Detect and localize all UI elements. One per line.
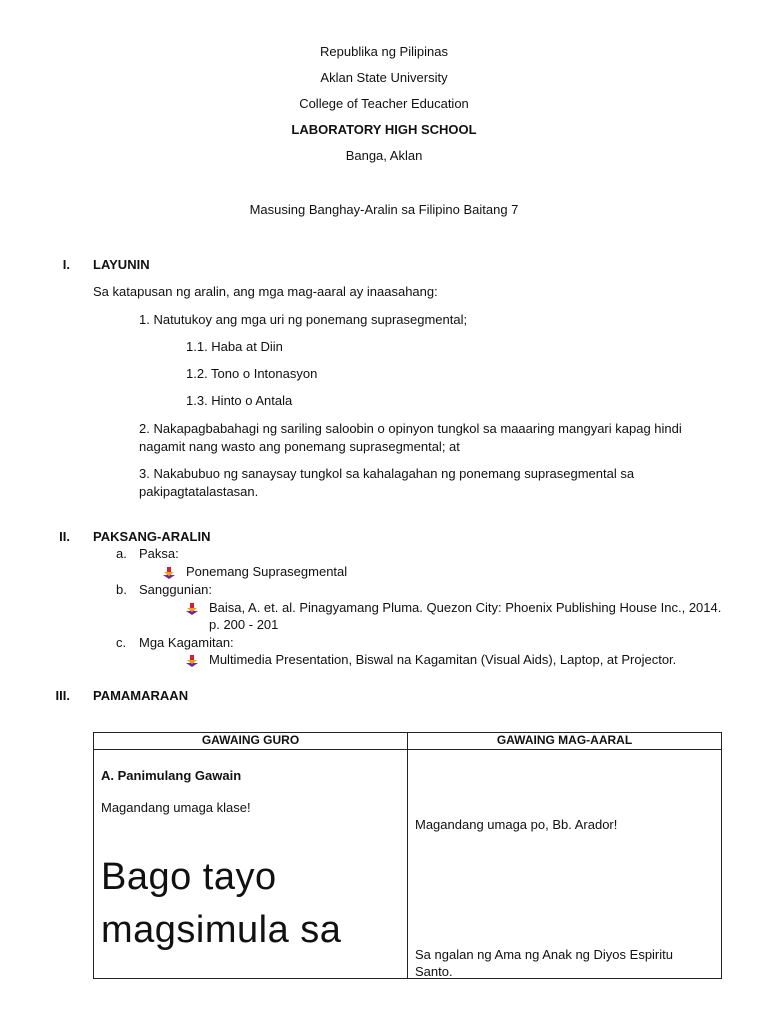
column-header-mag-aaral: GAWAING MAG-AARAL (408, 733, 722, 750)
objective-1-3: 1.3. Hinto o Antala (186, 393, 293, 408)
objectives-intro: Sa katapusan ng aralin, ang mga mag-aaral ay inaasahang: (93, 284, 438, 299)
guro-large-text-line-1: Bago tayo (101, 856, 277, 898)
objective-1: 1. Natutukoy ang mga uri ng ponemang suprasegmental; (139, 312, 468, 327)
document-title: Masusing Banghay-Aralin sa Filipino Baitang 7 (249, 202, 519, 217)
item-a-value: Ponemang Suprasegmental (186, 564, 348, 579)
objective-3-line-2: pakipagtatalastasan. (139, 484, 259, 499)
item-b-value-line-1: Baisa, A. et. al. Pinagyamang Pluma. Quezon City: Phoenix Publishing House Inc., 2014. (209, 600, 722, 615)
header-location: Banga, Aklan (345, 148, 423, 163)
mag-aaral-cell (408, 750, 722, 979)
column-header-guro: GAWAING GURO (94, 733, 408, 750)
section-2-number: II. (59, 529, 70, 544)
item-a-letter: a. (116, 546, 127, 561)
section-3-number: III. (55, 688, 70, 703)
guro-subheading: A. Panimulang Gawain (101, 768, 242, 783)
header-university: Aklan State University (320, 70, 448, 85)
arrow-bullet-icon (163, 567, 173, 577)
header-school: LABORATORY HIGH SCHOOL (291, 122, 477, 137)
item-c-label: Mga Kagamitan: (139, 635, 234, 650)
guro-cell (94, 750, 408, 979)
mag-aaral-greeting: Magandang umaga po, Bb. Arador! (415, 817, 618, 832)
mag-aaral-prayer-line-2: Santo. (415, 964, 453, 979)
objective-1-2: 1.2. Tono o Intonasyon (186, 366, 318, 381)
section-3-heading: PAMAMARAAN (93, 688, 189, 703)
arrow-bullet-icon (186, 655, 196, 665)
item-c-value: Multimedia Presentation, Biswal na Kagamitan (Visual Aids), Laptop, at Projector. (209, 652, 677, 667)
guro-greeting: Magandang umaga klase! (101, 800, 251, 815)
item-a-label: Paksa: (139, 546, 179, 561)
header-college: College of Teacher Education (299, 96, 469, 111)
header-country: Republika ng Pilipinas (320, 44, 448, 59)
objective-1-1: 1.1. Haba at Diin (186, 339, 283, 354)
objective-3-line-1: 3. Nakabubuo ng sanaysay tungkol sa kahalagahan ng ponemang suprasegmental sa (139, 466, 635, 481)
arrow-bullet-icon (186, 603, 196, 613)
section-1-heading: LAYUNIN (93, 257, 150, 272)
section-1-number: I. (62, 257, 70, 272)
mag-aaral-prayer-line-1: Sa ngalan ng Ama ng Anak ng Diyos Espiritu (415, 947, 673, 962)
item-b-letter: b. (116, 582, 127, 597)
objective-2-line-2: nagamit nang wasto ang ponemang suprasegmental; at (139, 439, 460, 454)
item-c-letter: c. (116, 635, 127, 650)
procedure-table (93, 732, 722, 979)
item-b-value-line-2: p. 200 - 201 (209, 617, 279, 632)
objective-2-line-1: 2. Nakapagbabahagi ng sariling saloobin o opinyon tungkol sa maaaring mangyari kapag hindi (139, 421, 682, 436)
item-b-label: Sanggunian: (139, 582, 213, 597)
guro-large-text-line-2: magsimula sa (101, 909, 342, 951)
section-2-heading: PAKSANG-ARALIN (93, 529, 211, 544)
